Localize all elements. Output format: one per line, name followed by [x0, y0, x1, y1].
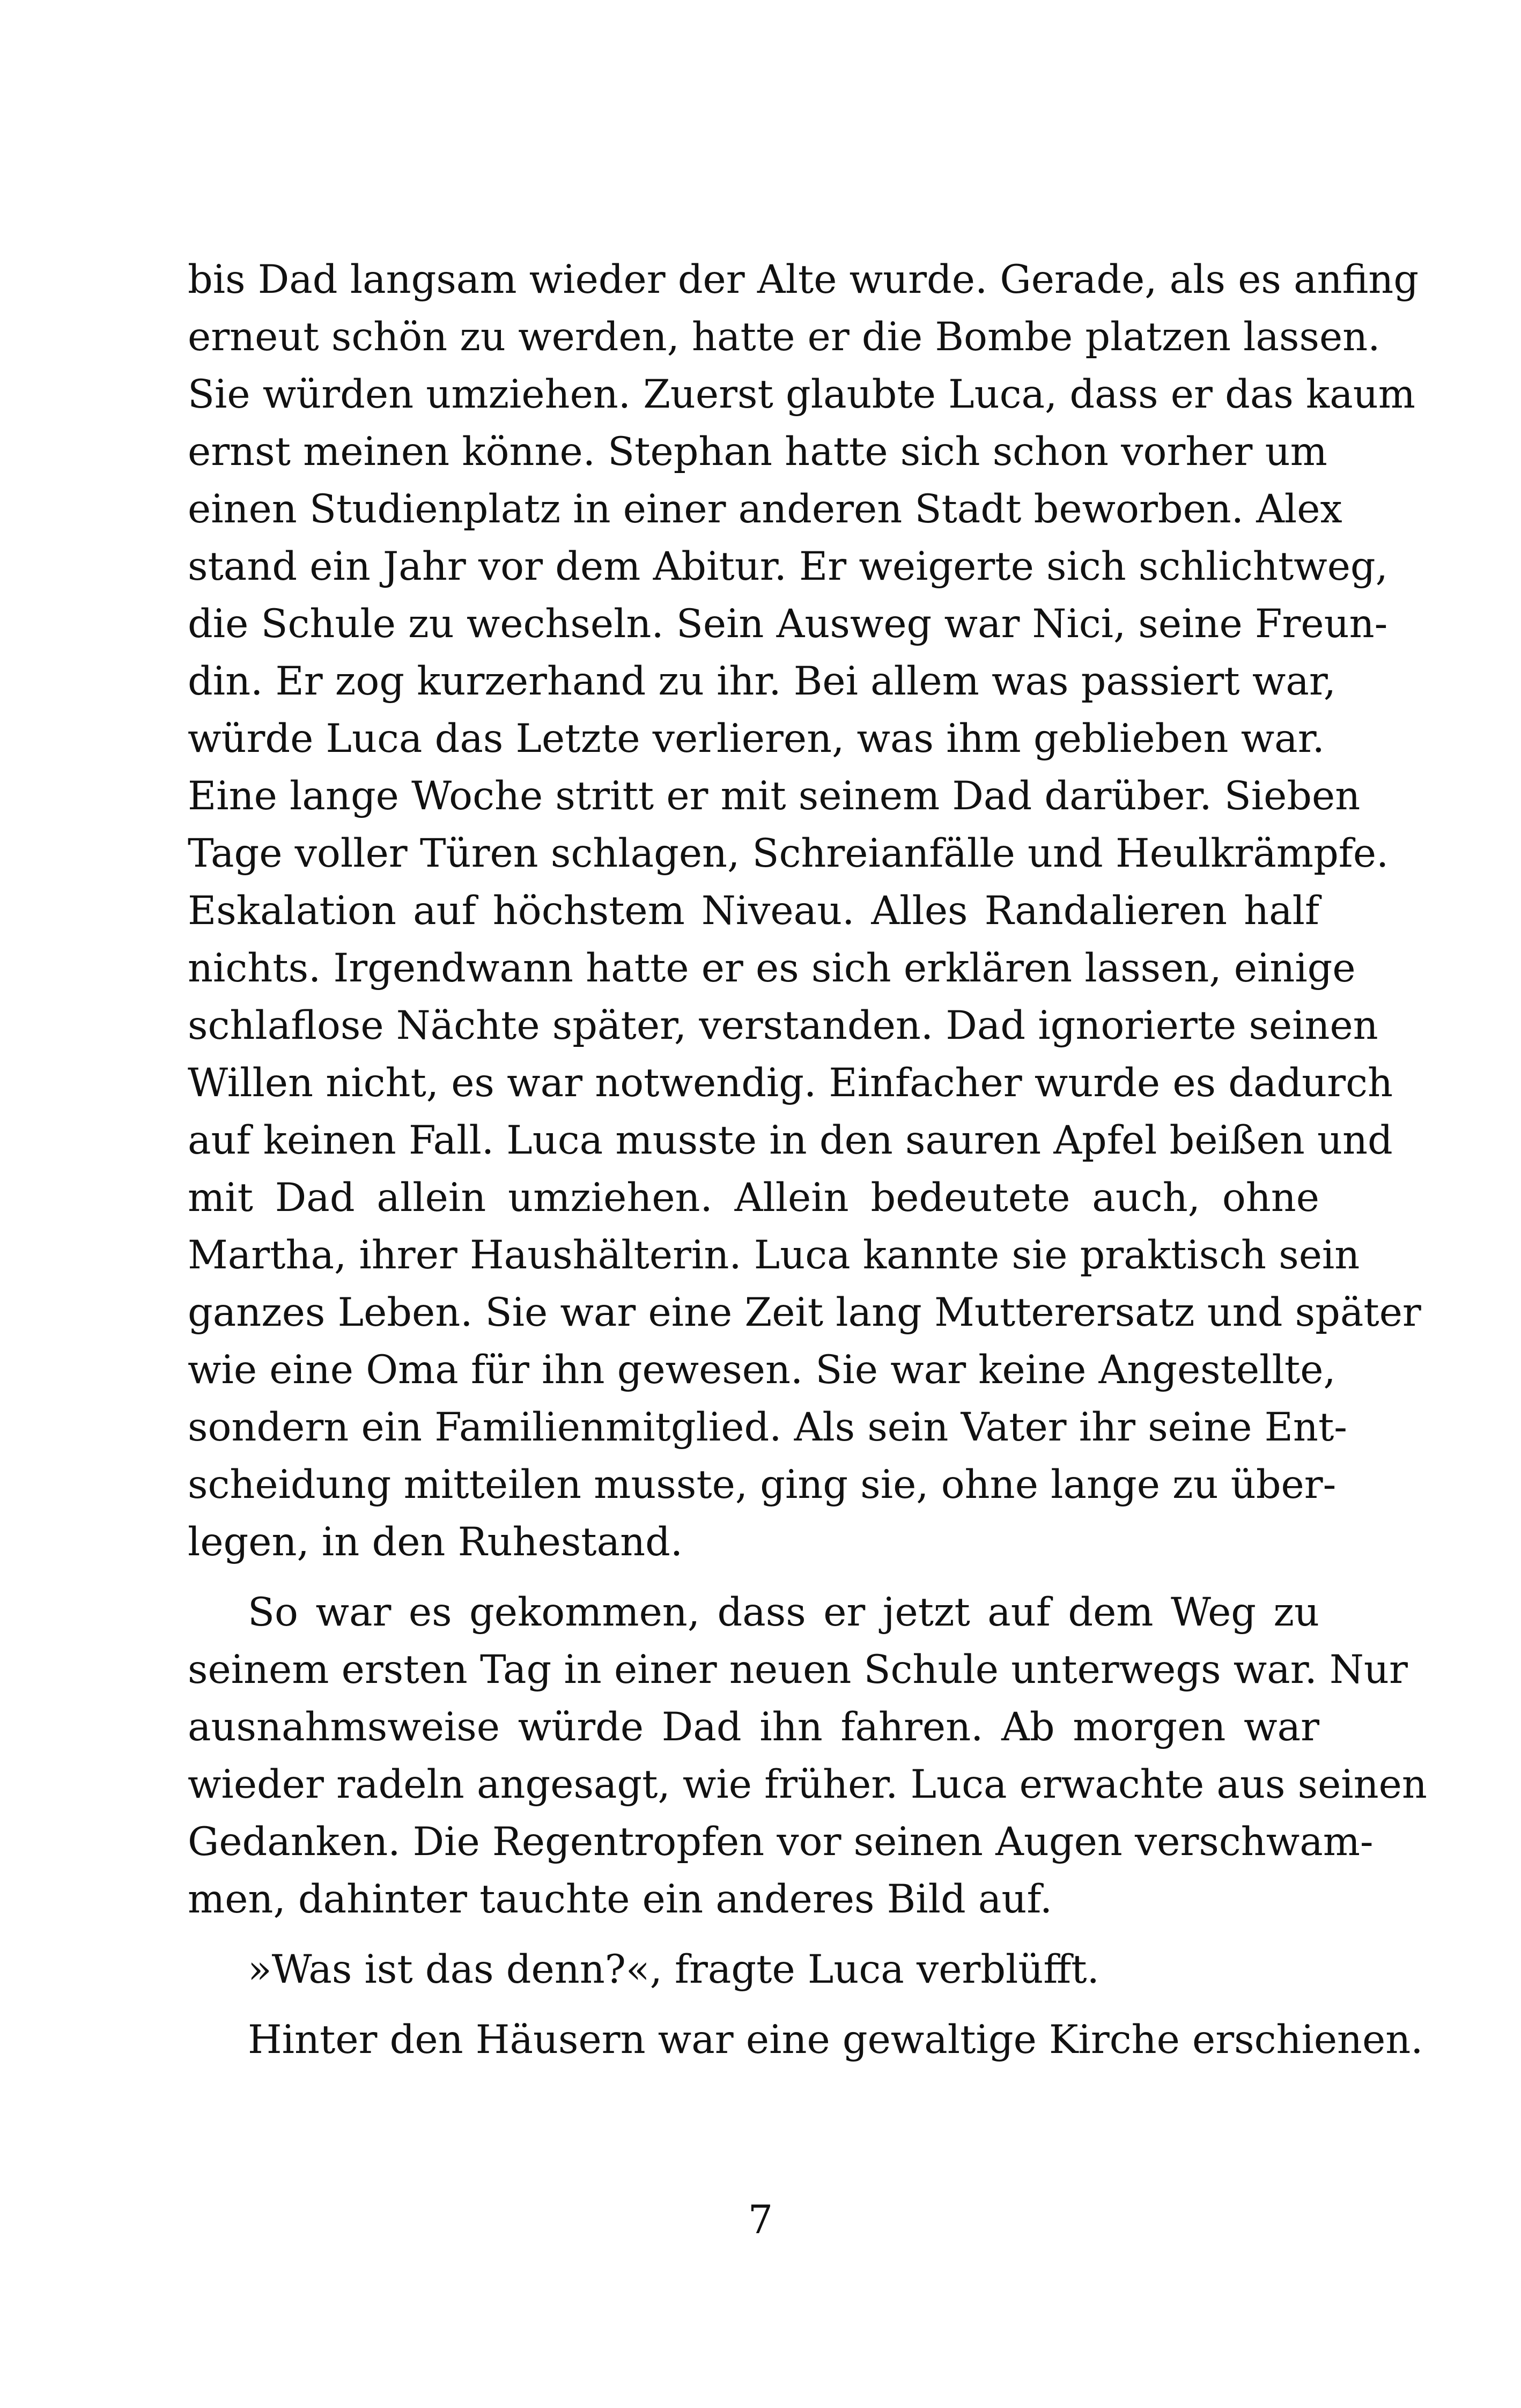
text-line: Sie würden umziehen. Zuerst glaubte Luca, dass er das kaum	[188, 372, 1416, 417]
text-line: sondern ein Familienmitglied. Als sein Vater ihr seine Ent-	[188, 1405, 1347, 1450]
text-line: Willen nicht, es war notwendig. Einfacher wurde es dadurch	[188, 1060, 1393, 1106]
paragraph	[188, 2011, 1423, 2069]
text-line: bis Dad langsam wieder der Alte wurde. Gerade, als es anfing	[188, 257, 1419, 302]
paragraph-gap	[188, 1571, 1319, 1584]
text-line: ausnahmsweise würde Dad ihn fahren. Ab morgen war	[188, 1704, 1319, 1750]
text-line: Tage voller Türen schlagen, Schreianfälle und Heulkrämpfe.	[188, 831, 1389, 876]
text-line: würde Luca das Letzte verlieren, was ihm geblieben war.	[188, 716, 1325, 762]
text-line: ganzes Leben. Sie war eine Zeit lang Mutterersatz und später	[188, 1290, 1421, 1335]
text-line: Eskalation auf höchstem Niveau. Alles Randalieren half	[188, 888, 1319, 934]
text-line: Gedanken. Die Regentropfen vor seinen Augen verschwam-	[188, 1819, 1374, 1865]
text-line: Hinter den Häusern war eine gewaltige Kirche erschienen.	[248, 2017, 1423, 2063]
paragraph	[188, 1584, 1427, 1928]
paragraph	[188, 1941, 1319, 1998]
text-line: din. Er zog kurzerhand zu ihr. Bei allem was passiert war,	[188, 659, 1336, 704]
text-line: legen, in den Ruhestand.	[188, 1519, 683, 1565]
paragraph-gap	[188, 1998, 1319, 2011]
text-line: Eine lange Woche stritt er mit seinem Dad darüber. Sieben	[188, 773, 1361, 819]
page-number: 7	[748, 2197, 773, 2243]
text-line: ernst meinen könne. Stephan hatte sich schon vorher um	[188, 429, 1327, 475]
text-line: erneut schön zu werden, hatte er die Bombe platzen lassen.	[188, 314, 1380, 360]
text-line: stand ein Jahr vor dem Abitur. Er weigerte sich schlichtweg,	[188, 544, 1388, 589]
text-line: Martha, ihrer Haushälterin. Luca kannte sie praktisch sein	[188, 1232, 1360, 1278]
text-line: wieder radeln angesagt, wie früher. Luca erwachte aus seinen	[188, 1762, 1427, 1807]
paragraph	[188, 251, 1421, 1571]
text-line: So war es gekommen, dass er jetzt auf dem Weg zu	[248, 1590, 1319, 1635]
text-line: auf keinen Fall. Luca musste in den sauren Apfel beißen und	[188, 1118, 1393, 1163]
text-line: nichts. Irgendwann hatte er es sich erklären lassen, einige	[188, 946, 1356, 991]
text-line: schlaflose Nächte später, verstanden. Dad ignorierte seinen	[188, 1003, 1378, 1048]
body-text	[188, 251, 1427, 2069]
text-line: seinem ersten Tag in einer neuen Schule unterwegs war. Nur	[188, 1647, 1408, 1693]
text-line: mit Dad allein umziehen. Allein bedeutete auch, ohne	[188, 1175, 1319, 1221]
paragraph-gap	[188, 1928, 1319, 1941]
text-line: einen Studienplatz in einer anderen Stadt beworben. Alex	[188, 486, 1342, 532]
text-line: die Schule zu wechseln. Sein Ausweg war Nici, seine Freun-	[188, 601, 1388, 647]
text-line: men, dahinter tauchte ein anderes Bild auf.	[188, 1877, 1053, 1922]
text-line: scheidung mitteilen musste, ging sie, ohne lange zu über-	[188, 1462, 1337, 1508]
text-line: »Was ist das denn?«, fragte Luca verblüfft.	[248, 1947, 1099, 1992]
text-line: wie eine Oma für ihn gewesen. Sie war keine Angestellte,	[188, 1347, 1336, 1393]
